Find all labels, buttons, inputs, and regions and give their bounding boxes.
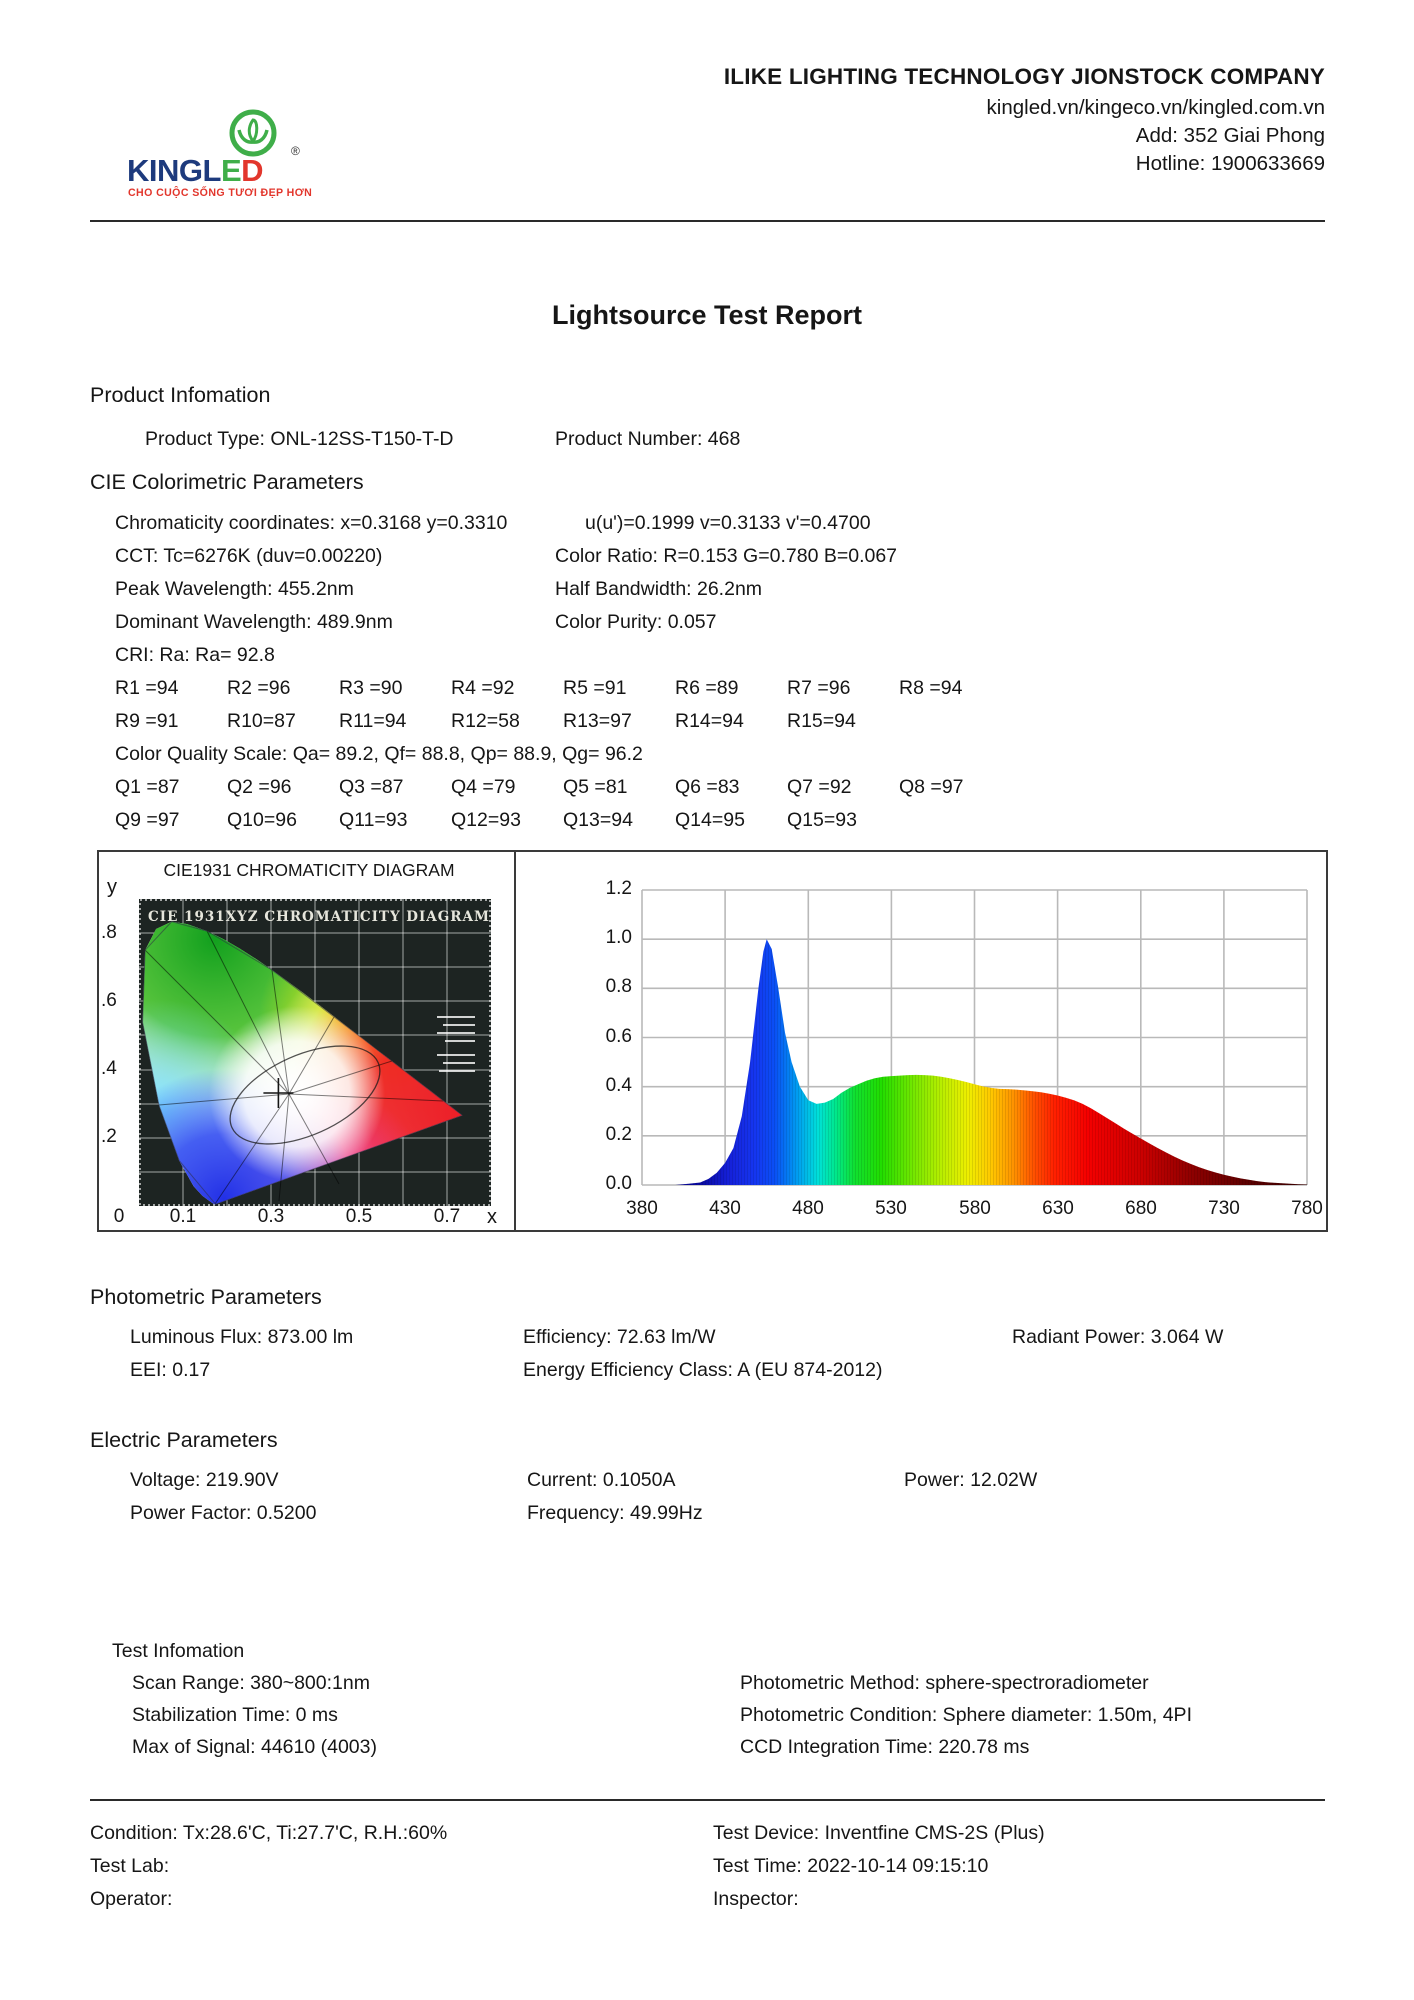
cie-chromaticity	[115, 512, 871, 535]
spectrum-xtick: 380	[626, 1198, 658, 1219]
spectrum-xtick: 730	[1208, 1198, 1240, 1219]
footer-inspector: Inspector:	[713, 1888, 799, 1910]
cri-value: R5 =91	[563, 677, 627, 699]
voltage: Voltage: 219.90V	[130, 1469, 279, 1491]
brand-wordmark	[127, 155, 263, 186]
cie-ytick: .6	[101, 990, 117, 1011]
efficiency: Efficiency: 72.63 lm/W	[523, 1326, 716, 1348]
cri-value: R8 =94	[899, 677, 963, 699]
cie-inner-title: CIE 1931XYZ CHROMATICITY DIAGRAM	[148, 909, 490, 925]
header-divider	[90, 220, 1325, 222]
registered-mark: ®	[291, 144, 300, 158]
cie-color-purity: Color Purity: 0.057	[555, 611, 717, 633]
scan-range: Scan Range: 380~800:1nm	[132, 1672, 370, 1694]
cie-dominant-wavelength: Dominant Wavelength: 489.9nm	[115, 611, 393, 633]
spectrum-ytick: 1.0	[605, 927, 632, 948]
cie-ytick: .4	[101, 1058, 117, 1079]
charts-panel	[97, 850, 1328, 1232]
footer-test-device: Test Device: Inventfine CMS-2S (Plus)	[713, 1822, 1045, 1844]
spectrum-ytick: 0.0	[605, 1173, 632, 1194]
cri-row-2	[115, 710, 899, 733]
brand-tagline: CHO CUỘC SỐNG TƯƠI ĐẸP HƠN	[128, 187, 313, 199]
cri-value: R2 =96	[227, 677, 291, 699]
company-websites: kingled.vn/kingeco.vn/kingled.com.vn	[986, 96, 1325, 119]
cri-value: R3 =90	[339, 677, 403, 699]
cie-diagram-title: CIE1931 CHROMATICITY DIAGRAM	[163, 860, 455, 880]
cqs-value: Q5 =81	[563, 776, 628, 798]
company-hotline: Hotline: 1900633669	[1135, 152, 1325, 175]
power: Power: 12.02W	[904, 1469, 1038, 1491]
cqs-value: Q10=96	[227, 809, 297, 831]
spectrum-xtick: 530	[875, 1198, 907, 1219]
cri-value: R6 =89	[675, 677, 739, 699]
spectrum-xtick: 680	[1125, 1198, 1157, 1219]
max-of-signal: Max of Signal: 44610 (4003)	[132, 1736, 377, 1758]
cqs-value: Q1 =87	[115, 776, 180, 798]
cie-xtick: 0.1	[169, 1206, 197, 1227]
brand-e: E	[220, 153, 242, 188]
cqs-value: Q11=93	[339, 809, 408, 831]
product-type: Product Type: ONL-12SS-T150-T-D	[145, 428, 454, 450]
cie-uv: u(u')=0.1999 v=0.3133 v'=0.4700	[585, 512, 871, 534]
spectrum-xtick: 780	[1291, 1198, 1323, 1219]
spectrum-ytick: 1.2	[605, 878, 632, 899]
spectrum-xtick: 480	[792, 1198, 824, 1219]
header-block	[724, 64, 1325, 176]
frequency: Frequency: 49.99Hz	[527, 1502, 703, 1524]
cie-cct: CCT: Tc=6276K (duv=0.00220)	[115, 545, 383, 567]
luminous-flux: Luminous Flux: 873.00 lm	[130, 1326, 354, 1348]
section-electric-title: Electric Parameters	[90, 1428, 278, 1452]
cqs-value: Q12=93	[451, 809, 521, 831]
cie-xtick: 0.3	[257, 1206, 285, 1227]
stabilization-time: Stabilization Time: 0 ms	[132, 1704, 338, 1726]
spectrum-chart-cell	[516, 852, 1330, 1230]
cie-cqs: Color Quality Scale: Qa= 89.2, Qf= 88.8, Qp= 88.9, Qg= 96.2	[115, 743, 643, 765]
brand-d: D	[241, 153, 264, 188]
cie-diagram-cell	[99, 852, 514, 1230]
spectrum-xtick: 630	[1042, 1198, 1074, 1219]
cqs-value: Q3 =87	[339, 776, 404, 798]
footer-test-lab: Test Lab:	[90, 1855, 170, 1877]
current: Current: 0.1050A	[527, 1469, 676, 1491]
cqs-value: Q13=94	[563, 809, 633, 831]
cie-peak-wavelength: Peak Wavelength: 455.2nm	[115, 578, 354, 600]
power-factor: Power Factor: 0.5200	[130, 1502, 317, 1524]
cqs-row-1	[115, 776, 1011, 799]
ccd-integration-time: CCD Integration Time: 220.78 ms	[740, 1736, 1030, 1758]
radiant-power: Radiant Power: 3.064 W	[1012, 1326, 1224, 1348]
cri-row-1	[115, 677, 1011, 700]
cie-xtick: 0	[113, 1206, 125, 1227]
cri-value: R15=94	[787, 710, 856, 732]
cie-x-axis-label: x	[487, 1206, 497, 1228]
photometric-method: Photometric Method: sphere-spectroradiometer	[740, 1672, 1149, 1694]
cqs-value: Q4 =79	[451, 776, 516, 798]
footer-condition: Condition: Tx:28.6'C, Ti:27.7'C, R.H.:60%	[90, 1822, 448, 1844]
brand-l: L	[202, 153, 221, 188]
cqs-value: Q9 =97	[115, 809, 180, 831]
cie-ytick: .2	[101, 1126, 117, 1147]
cie-xtick: 0.5	[345, 1206, 373, 1227]
logo	[127, 108, 327, 198]
cri-value: R13=97	[563, 710, 632, 732]
brand-king: KING	[127, 153, 203, 188]
cri-value: R4 =92	[451, 677, 515, 699]
spectrum-ytick: 0.2	[605, 1124, 632, 1145]
section-product-title: Product Infomation	[90, 383, 271, 407]
footer-divider	[90, 1799, 1325, 1801]
cqs-value: Q15=93	[787, 809, 857, 831]
spectrum-xtick: 580	[959, 1198, 991, 1219]
page-title: Lightsource Test Report	[551, 300, 863, 330]
cie-color-ratio: Color Ratio: R=0.153 G=0.780 B=0.067	[555, 545, 898, 567]
footer-operator: Operator:	[90, 1888, 173, 1910]
cri-value: R10=87	[227, 710, 296, 732]
spectrum-ytick: 0.4	[605, 1075, 632, 1096]
spectrum-ytick: 0.6	[605, 1026, 632, 1047]
company-name: ILIKE LIGHTING TECHNOLOGY JIONSTOCK COMPANY	[723, 64, 1325, 89]
section-photometric-title: Photometric Parameters	[90, 1285, 322, 1309]
spectrum-ytick: 0.8	[605, 976, 632, 997]
product-number: Product Number: 468	[555, 428, 741, 450]
cri-value: R9 =91	[115, 710, 179, 732]
eei: EEI: 0.17	[130, 1359, 211, 1381]
spectrum-xtick: 430	[709, 1198, 741, 1219]
cie-xy: Chromaticity coordinates: x=0.3168 y=0.3310	[115, 512, 508, 534]
section-test-info-title: Test Infomation	[112, 1640, 245, 1662]
cqs-value: Q6 =83	[675, 776, 740, 798]
cqs-value: Q8 =97	[899, 776, 964, 798]
cri-value: R14=94	[675, 710, 744, 732]
cie-y-axis-label: y	[107, 876, 117, 898]
cri-value: R1 =94	[115, 677, 179, 699]
cri-value: R7 =96	[787, 677, 851, 699]
cie-diagram-image	[139, 899, 491, 1206]
footer-test-time: Test Time: 2022-10-14 09:15:10	[713, 1855, 989, 1877]
photometric-condition: Photometric Condition: Sphere diameter: 1.50m, 4PI	[740, 1704, 1192, 1726]
company-address: Add: 352 Giai Phong	[1135, 124, 1325, 147]
cie-ytick: .8	[101, 922, 117, 943]
cie-half-bandwidth: Half Bandwidth: 26.2nm	[555, 578, 763, 600]
cqs-value: Q7 =92	[787, 776, 852, 798]
cie-xtick: 0.7	[433, 1206, 461, 1227]
cri-value: R12=58	[451, 710, 520, 732]
cqs-value: Q14=95	[675, 809, 745, 831]
section-cie-title: CIE Colorimetric Parameters	[90, 470, 364, 494]
cqs-value: Q2 =96	[227, 776, 292, 798]
cri-value: R11=94	[339, 710, 407, 732]
cqs-row-2	[115, 809, 899, 832]
spectrum-chart	[516, 852, 1330, 1230]
cie-cri: CRI: Ra: Ra= 92.8	[115, 644, 275, 666]
energy-efficiency-class: Energy Efficiency Class: A (EU 874-2012)	[523, 1359, 883, 1381]
